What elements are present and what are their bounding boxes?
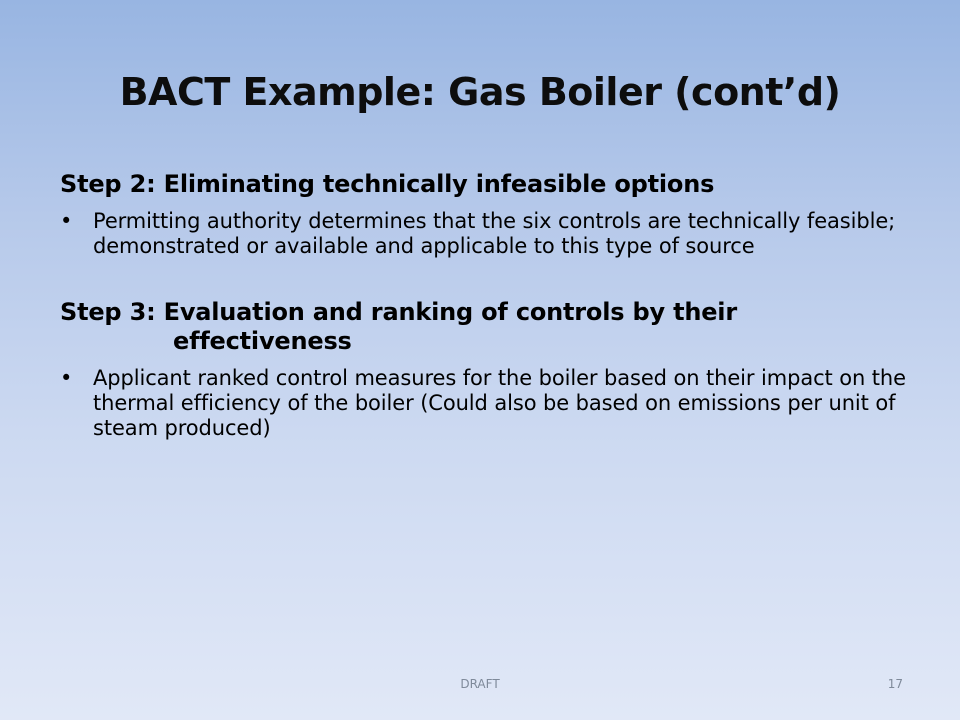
step-3-section	[60, 298, 920, 441]
slide-title: BACT Example: Gas Boiler (cont’d)	[119, 70, 841, 114]
bullet-icon: •	[60, 209, 73, 233]
step-2-heading-text: Step 2: Eliminating technically infeasible options	[60, 170, 715, 198]
step-3-bullet	[60, 366, 920, 441]
step-3-heading-continuation: effectiveness	[173, 327, 352, 355]
footer-draft-label: DRAFT	[460, 677, 500, 691]
slide-body	[60, 170, 920, 441]
bullet-icon: •	[60, 366, 73, 390]
step-2-heading	[60, 170, 920, 199]
step-3-bullet-text: Applicant ranked control measures for the boiler based on their impact on the thermal efficiency of the boiler (Could also be based on emissions per unit of steam produced)	[93, 366, 906, 440]
step-3-heading-text: Step 3: Evaluation and ranking of controls by their	[60, 298, 737, 326]
step-3-heading	[60, 298, 920, 356]
step-2-bullet-text: Permitting authority determines that the six controls are technically feasible; demonstrated or available and applicable to this type of source	[93, 209, 896, 258]
footer-page-number: 17	[887, 677, 903, 691]
step-2-section	[60, 170, 920, 259]
step-2-bullet	[60, 209, 920, 259]
